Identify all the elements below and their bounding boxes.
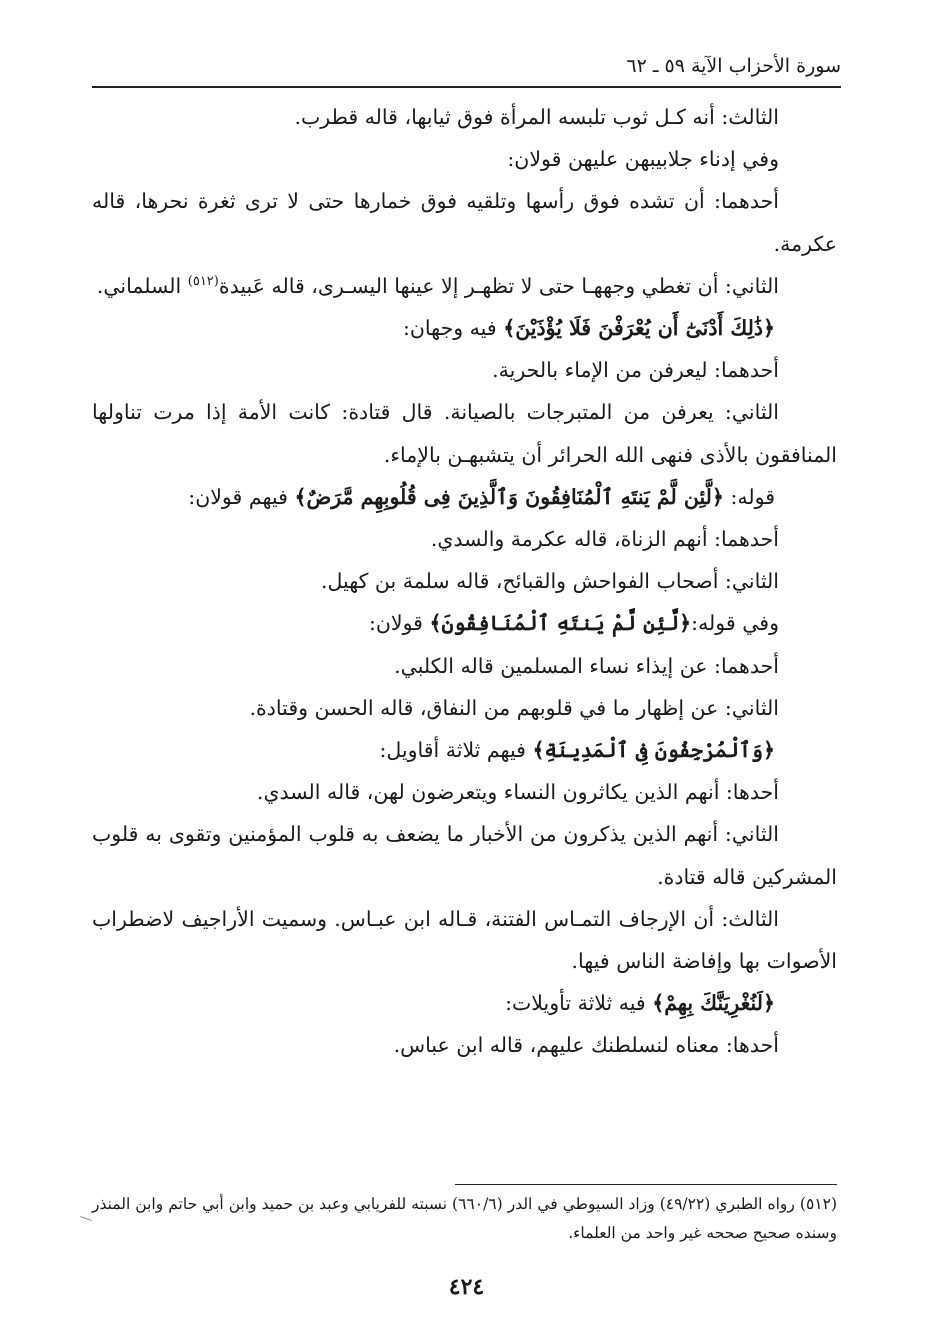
footnote-marker: (٥١٢)	[187, 273, 219, 289]
paragraph-tail: فيهم قولان:	[188, 484, 295, 509]
footnote-text: (٥١٢) رواه الطبري (٤٩/٢٢) وزاد السيوطي في الدر (٦٦٠/٦) نسبته للفريابي وعبد بن حميد وابن أبي حاتم وابن المنذر وسنده صحيح صححه غير واحد من العلماء.	[92, 1195, 837, 1242]
paragraph-text: الثاني: أن تغطي وجههـا حتى لا تظهـر إلا عينها اليسـرى، قاله عَبيدة	[218, 273, 779, 298]
paragraph-tail: قولان:	[368, 611, 430, 636]
quran-verse: ﴿وَٱلْمُرْجِفُونَ فِى ٱلْمَدِينَةِ﴾	[532, 738, 775, 763]
paragraph-tail: فيه وجهان:	[402, 316, 504, 341]
paragraph-text: الثالث: أن الإرجاف التمـاس الفتنة، قـاله ابن عبـاس. وسميت الأراجيف لاضطراب الأصوات بها وإفاضة الناس فيها.	[92, 906, 837, 974]
paragraph	[92, 771, 837, 813]
quran-verse: ﴿لَّئِن لَّمْ يَنتَهِ ٱلْمُنَافِقُونَ وَٱلَّذِينَ فِى قُلُوبِهِم مَّرَضٌ﴾	[294, 484, 724, 509]
paragraph-lead: قوله:	[723, 484, 775, 509]
quran-verse: ﴿لَّئِن لَّمْ يَنتَهِ ٱلْمُنَافِقُونَ﴾	[429, 611, 692, 636]
verse-paragraph	[92, 307, 837, 349]
paragraph-text: أحدهما: ليعرفن من الإماء بالحرية.	[492, 358, 779, 383]
paragraph-text: الثاني: يعرفن من المتبرجات بالصيانة. قال قتادة: كانت الأمة إذا مرت تناولها المنافقون بالأذى فنهى الله الحرائر أن يتشبهـن بالإماء.	[92, 400, 837, 467]
paragraph	[92, 138, 837, 180]
paragraph-text: أحدهما: أن تشده فوق رأسها وتلقيه فوق خمارها حتى لا ترى ثغرة نحرها، قاله عكرمة.	[92, 189, 837, 256]
quran-verse: ﴿لَنُغْرِيَنَّكَ بِهِمْ﴾	[652, 991, 775, 1016]
quran-verse: ﴿ذَٰلِكَ أَدْنَىٰٓ أَن يُعْرَفْنَ فَلَا يُؤْذَيْنَ﴾	[503, 316, 775, 341]
running-header	[92, 46, 841, 86]
footnote-rule	[455, 1184, 837, 1185]
header-rule	[92, 86, 841, 88]
paragraph-lead: وفي قوله:	[691, 611, 779, 636]
paragraph	[92, 1024, 837, 1066]
paragraph-text: الثاني: عن إظهار ما في قلوبهم من النفاق، قاله الحسن وقتادة.	[249, 695, 779, 720]
running-header-title: سورة الأحزاب الآية ٥٩ ـ ٦٢	[626, 55, 841, 77]
verse-paragraph	[92, 982, 837, 1024]
verse-paragraph	[92, 729, 837, 771]
paragraph-text: وفي إدناء جلابيبهن عليهن قولان:	[507, 147, 779, 172]
margin-mark	[80, 1216, 92, 1221]
paragraph	[92, 180, 837, 264]
paragraph-text: الثاني: أنهم الذين يذكرون من الأخبار ما يضعف به قلوب المؤمنين وتقوى به قلوب المشركين قاله قتادة.	[92, 822, 837, 889]
paragraph	[92, 560, 837, 602]
verse-paragraph	[92, 476, 837, 518]
paragraph	[92, 813, 837, 897]
paragraph-text: أحدها: أنهم الذين يكاثرون النساء ويتعرضون لهن، قاله السدي.	[256, 780, 779, 805]
paragraph	[92, 645, 837, 687]
paragraph-text: الثالث: أنه كـل ثوب تلبسه المرأة فوق ثيابها، قاله قطرب.	[294, 105, 779, 129]
paragraph	[92, 898, 837, 982]
verse-paragraph	[92, 602, 837, 644]
page-number: ٤٢٤	[448, 1274, 485, 1300]
paragraph-text: أحدهما: عن إيذاء نساء المسلمين قاله الكلبي.	[394, 653, 779, 678]
paragraph-text: أحدها: معناه لنسلطنك عليهم، قاله ابن عباس.	[393, 1033, 779, 1058]
paragraph-text: أحدهما: أنهم الزناة، قاله عكرمة والسدي.	[430, 527, 779, 552]
paragraph	[92, 391, 837, 475]
paragraph	[92, 518, 837, 560]
paragraph	[92, 96, 837, 138]
paragraph-text: الثاني: أصحاب الفواحش والقبائح، قاله سلمة بن كهيل.	[320, 569, 779, 594]
body-text	[92, 96, 837, 1067]
paragraph	[92, 265, 837, 307]
paragraph	[92, 349, 837, 391]
paragraph-tail: السلماني.	[96, 273, 188, 298]
paragraph-tail: فيهم ثلاثة أقاويل:	[379, 738, 533, 763]
paragraph	[92, 687, 837, 729]
paragraph-tail: فيه ثلاثة تأويلات:	[505, 991, 653, 1016]
footnote	[92, 1190, 837, 1248]
